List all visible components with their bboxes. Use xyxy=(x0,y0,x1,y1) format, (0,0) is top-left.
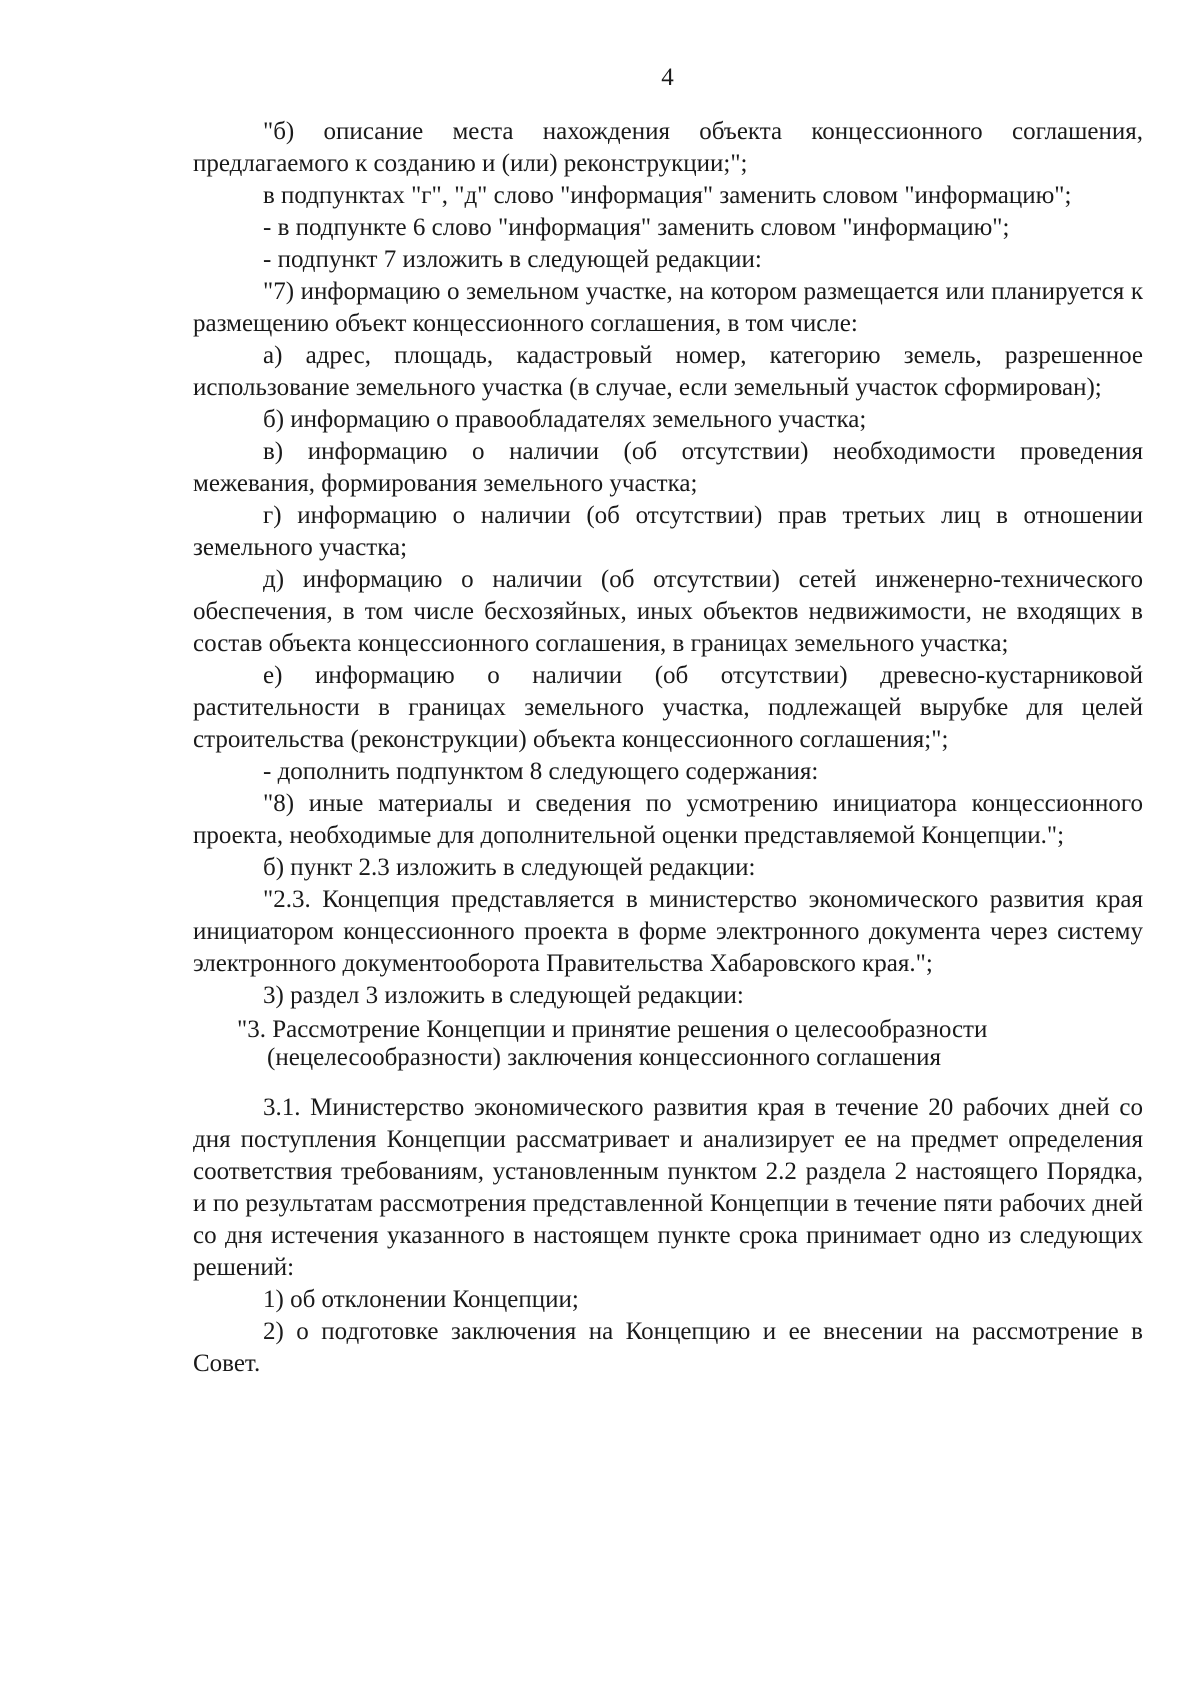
paragraph: 3) раздел 3 изложить в следующей редакции: xyxy=(263,982,744,1009)
paragraph: "7) информацию о земельном участке, на котором размещается или планируется к размещению объект концессионного соглашения, в том числе: xyxy=(193,278,1143,337)
paragraph: - подпункт 7 изложить в следующей редакции: xyxy=(263,246,762,273)
paragraph: - дополнить подпунктом 8 следующего содержания: xyxy=(263,758,819,785)
page-number: 4 xyxy=(661,64,674,91)
paragraph: 2) о подготовке заключения на Концепцию и ее внесении на рассмотрение в Совет. xyxy=(193,1318,1143,1377)
paragraph: е) информацию о наличии (об отсутствии) древесно-кустарниковой растительности в границах земельного участка, подлежащей вырубке для целей строительства (реконструкции) объекта концессионного соглашения;"; xyxy=(193,662,1143,753)
paragraph: а) адрес, площадь, кадастровый номер, категорию земель, разрешенное использование земельного участка (в случае, если земельный участок сформирован); xyxy=(193,342,1143,401)
paragraph: "8) иные материалы и сведения по усмотрению инициатора концессионного проекта, необходимые для дополнительной оценки представляемой Концепции."; xyxy=(193,790,1143,849)
paragraph: в подпунктах "г", "д" слово "информация" заменить словом "информацию"; xyxy=(263,182,1072,209)
section-heading: "3. Рассмотрение Концепции и принятие решения о целесообразности (нецелесообразности) заключения концессионного соглашения xyxy=(237,1016,988,1071)
paragraph: - в подпункте 6 слово "информация" заменить словом "информацию"; xyxy=(263,214,1010,241)
paragraph: 3.1. Министерство экономического развития края в течение 20 рабочих дней со дня поступления Концепции рассматривает и анализирует ее на предмет определения соответствия требованиям, установленным пунктом 2.2 раздела 2 настоящего Порядка, и по результатам рассмотрения представленной Концепции в течение пяти рабочих дней со дня истечения указанного в настоящем пункте срока принимает одно из следующих решений: xyxy=(193,1094,1143,1281)
paragraph: д) информацию о наличии (об отсутствии) сетей инженерно-технического обеспечения, в том числе бесхозяйных, иных объектов недвижимости, не входящих в состав объекта концессионного соглашения, в границах земельного участка; xyxy=(193,566,1143,657)
paragraph: г) информацию о наличии (об отсутствии) прав третьих лиц в отношении земельного участка; xyxy=(193,502,1143,561)
paragraph: "2.3. Концепция представляется в министерство экономического развития края инициатором концессионного проекта в форме электронного документа через систему электронного документооборота Правительства Хабаровского края."; xyxy=(193,886,1143,977)
paragraph: в) информацию о наличии (об отсутствии) необходимости проведения межевания, формирования земельного участка; xyxy=(193,438,1143,497)
paragraph: "б) описание места нахождения объекта концессионного соглашения, предлагаемого к созданию и (или) реконструкции;"; xyxy=(193,118,1143,177)
paragraph: 1) об отклонении Концепции; xyxy=(263,1286,579,1313)
document-body xyxy=(193,116,1143,1380)
paragraph: б) пункт 2.3 изложить в следующей редакции: xyxy=(263,854,756,881)
paragraph: б) информацию о правообладателях земельного участка; xyxy=(263,406,867,433)
